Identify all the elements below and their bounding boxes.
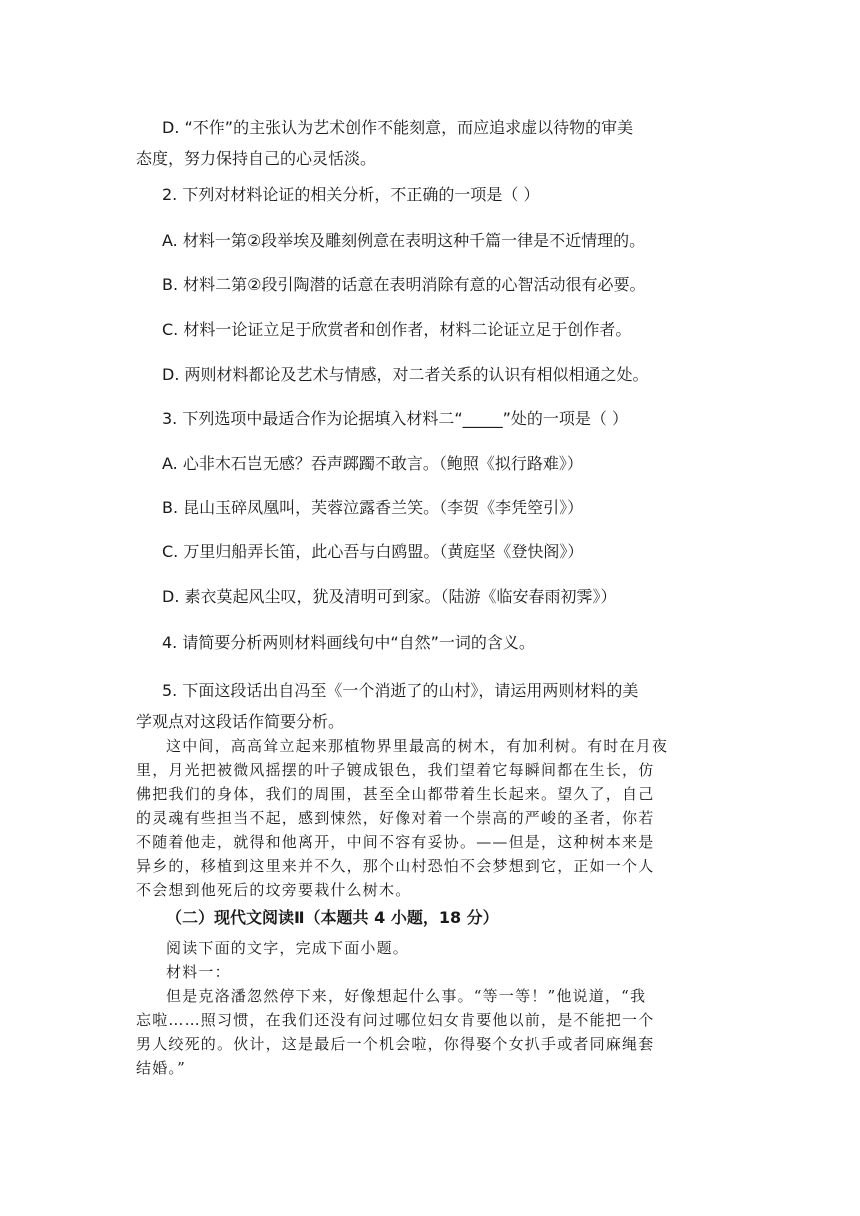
material-passage-line: 男人绞死的。伙计，这是最后一个机会啦，你得娶个女扒手或者同麻绳套: [136, 1035, 655, 1053]
material-passage-line: 但是克洛潘忽然停下来，好像想起什么事。“等一等！”他说道，“我: [166, 987, 647, 1005]
q4-stem: 4. 请简要分析两则材料画线句中“自然”一词的含义。: [162, 633, 535, 652]
q2-stem: 2. 下列对材料论证的相关分析，不正确的一项是（ ）: [162, 185, 540, 204]
q5-passage-line: 里，月光把被微风摇摆的叶子镀成银色，我们望着它每瞬间都在生长，仿: [136, 761, 655, 779]
q3-option-d: D. 素衣莫起风尘叹，犹及清明可到家。（陆游《临安春雨初霁》）: [162, 587, 617, 606]
section-heading: （二）现代文阅读Ⅱ（本题共 4 小题，18 分）: [166, 908, 499, 927]
section-instruction: 阅读下面的文字，完成下面小题。: [166, 939, 410, 957]
q1-option-d-line1: D. “不作”的主张认为艺术创作不能刻意，而应追求虚以待物的审美: [162, 118, 634, 137]
q5-passage-line: 不会想到他死后的坟旁要栽什么树木。: [136, 881, 412, 899]
q5-passage-line: 佛把我们的身体，我们的周围，甚至全山都带着生长起来。望久了，自己: [136, 785, 655, 803]
q5-passage-line: 不随着他走，就得和他离开，中间不容有妥协。——但是，这种树本来是: [136, 833, 655, 851]
q2-option-c: C. 材料一论证立足于欣赏者和创作者，材料二论证立足于创作者。: [162, 320, 632, 339]
material-passage-line: 结婚。”: [136, 1059, 186, 1077]
q5-passage-line: 异乡的，移植到这里来并不久，那个山村恐怕不会梦想到它，正如一个人: [136, 857, 655, 875]
q3-option-a: A. 心非木石岂无感？吞声踯躅不敢言。（鲍照《拟行路难》）: [162, 454, 583, 473]
q2-option-a: A. 材料一第②段举埃及雕刻例意在表明这种千篇一律是不近情理的。: [162, 231, 646, 250]
material-passage-line: 忘啦……照习惯，在我们还没有问过哪位妇女肯要他以前，是不能把一个: [136, 1011, 655, 1029]
q1-option-d-line2: 态度，努力保持自己的心灵恬淡。: [136, 149, 377, 168]
q5-stem-line1: 5. 下面这段话出自冯至《一个消逝了的山村》，请运用两则材料的美: [162, 681, 639, 700]
q3-option-c: C. 万里归船弄长笛，此心吾与白鸥盟。（黄庭坚《登快阁》）: [162, 542, 584, 561]
material-label: 材料一：: [166, 963, 231, 981]
q3-option-b: B. 昆山玉碎凤凰叫，芙蓉泣露香兰笑。（李贺《李凭箜引》）: [162, 498, 584, 517]
q2-option-b: B. 材料二第②段引陶潜的话意在表明消除有意的心智活动很有必要。: [162, 275, 646, 294]
q3-stem: 3. 下列选项中最适合作为论据填入材料二“_____”处的一项是（ ）: [162, 409, 629, 428]
q5-passage-line: 的灵魂有些担当不起，感到悚然，好像对着一个崇高的严峻的圣者，你若: [136, 809, 655, 827]
q2-option-d: D. 两则材料都论及艺术与情感，对二者关系的认识有相似相通之处。: [162, 365, 649, 384]
q5-stem-line2: 学观点对这段话作简要分析。: [136, 712, 345, 731]
q5-passage-line: 这中间，高高耸立起来那植物界里最高的树木，有加利树。有时在月夜: [166, 737, 669, 755]
